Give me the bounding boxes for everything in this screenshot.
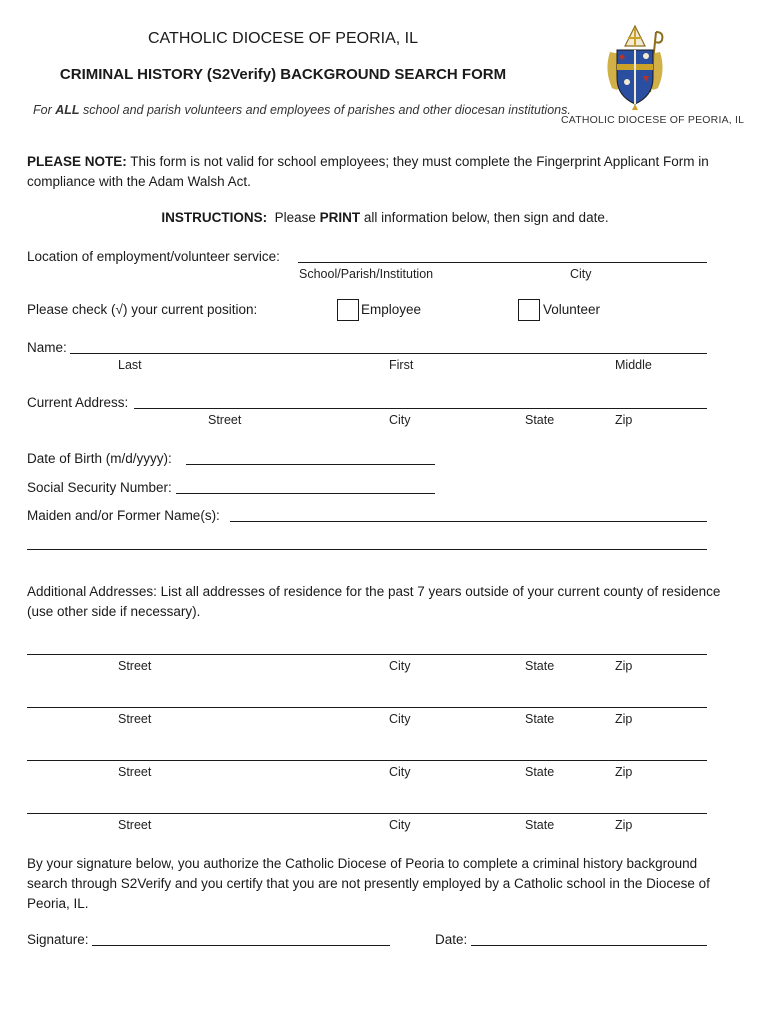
current-address-label: Current Address:: [27, 395, 129, 410]
form-subtitle: For ALL school and parish volunteers and employees of parishes and other diocesan institutions.: [33, 103, 571, 117]
maiden-input-line-2[interactable]: [27, 549, 707, 550]
address-street-caption: Street: [208, 413, 242, 427]
additional-zip-caption: Zip: [615, 712, 633, 726]
authorization-text: By your signature below, you authorize the Catholic Diocese of Peoria to complete a criminal history background search through S2Verify and you certify that you are not presently employed by a Catholic school in the Diocese of Peoria, IL.: [27, 856, 710, 911]
date-input[interactable]: [471, 945, 707, 946]
diocese-crest-icon: [600, 22, 670, 114]
diocese-heading: CATHOLIC DIOCESE OF PEORIA, IL: [148, 30, 418, 47]
additional-state-caption: State: [525, 765, 555, 779]
additional-zip-caption: Zip: [615, 765, 633, 779]
address-state-caption: State: [525, 413, 555, 427]
name-first-caption: First: [389, 358, 414, 372]
location-city-caption: City: [570, 267, 592, 281]
additional-addresses-text: Additional Addresses: List all addresses of residence for the past 7 years outside of your current county of residence (use other side if necessary).: [27, 584, 721, 619]
signature-label: Signature:: [27, 932, 89, 947]
additional-address-input-3[interactable]: [27, 760, 707, 761]
date-label: Date:: [435, 932, 468, 947]
ssn-input[interactable]: [176, 493, 435, 494]
additional-zip-caption: Zip: [615, 818, 633, 832]
employee-label: Employee: [361, 302, 422, 317]
additional-city-caption: City: [389, 765, 411, 779]
additional-city-caption: City: [389, 659, 411, 673]
signature-input[interactable]: [92, 945, 390, 946]
additional-address-input-4[interactable]: [27, 813, 707, 814]
instructions: INSTRUCTIONS: Please PRINT all information below, then sign and date.: [161, 210, 609, 225]
name-middle-caption: Middle: [615, 358, 652, 372]
additional-state-caption: State: [525, 659, 555, 673]
additional-address-input-1[interactable]: [27, 654, 707, 655]
dob-label: Date of Birth (m/d/yyyy):: [27, 451, 172, 466]
name-label: Name:: [27, 340, 67, 355]
additional-zip-caption: Zip: [615, 659, 633, 673]
please-note: PLEASE NOTE: This form is not valid for school employees; they must complete the Fingerprint Applicant Form in compliance with the Adam Walsh Act.: [27, 154, 709, 189]
crest-caption: CATHOLIC DIOCESE OF PEORIA, IL: [561, 114, 745, 126]
ssn-label: Social Security Number:: [27, 480, 172, 495]
current-address-input[interactable]: [134, 408, 707, 409]
additional-street-caption: Street: [118, 712, 152, 726]
additional-city-caption: City: [389, 818, 411, 832]
additional-street-caption: Street: [118, 765, 152, 779]
additional-street-caption: Street: [118, 818, 152, 832]
employee-checkbox[interactable]: [337, 299, 359, 321]
address-zip-caption: Zip: [615, 413, 633, 427]
additional-street-caption: Street: [118, 659, 152, 673]
maiden-label: Maiden and/or Former Name(s):: [27, 508, 220, 523]
additional-address-input-2[interactable]: [27, 707, 707, 708]
additional-state-caption: State: [525, 818, 555, 832]
volunteer-label: Volunteer: [543, 302, 601, 317]
location-school-caption: School/Parish/Institution: [299, 267, 434, 281]
position-label: Please check (√) your current position:: [27, 302, 258, 317]
name-last-caption: Last: [118, 358, 142, 372]
location-label: Location of employment/volunteer service:: [27, 249, 280, 264]
volunteer-checkbox[interactable]: [518, 299, 540, 321]
name-input[interactable]: [70, 353, 707, 354]
maiden-input[interactable]: [230, 521, 707, 522]
additional-city-caption: City: [389, 712, 411, 726]
additional-state-caption: State: [525, 712, 555, 726]
location-input[interactable]: [298, 262, 707, 263]
form-title: CRIMINAL HISTORY (S2Verify) BACKGROUND SEARCH FORM: [59, 66, 507, 83]
address-city-caption: City: [389, 413, 411, 427]
dob-input[interactable]: [186, 464, 435, 465]
